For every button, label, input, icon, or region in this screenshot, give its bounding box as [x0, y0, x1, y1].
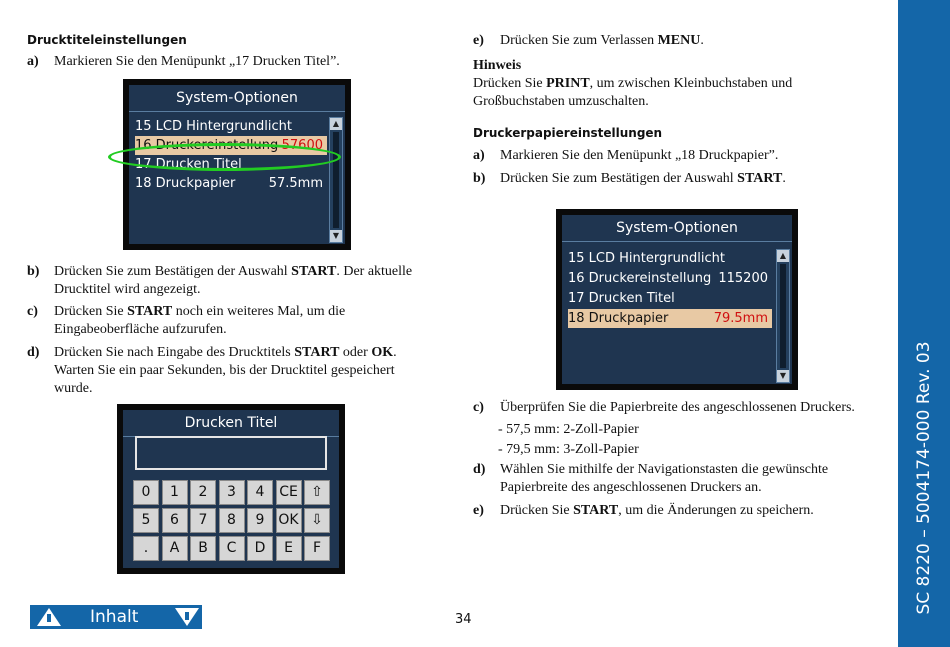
print-title-keypad-screen: [117, 404, 345, 574]
key-18[interactable]: D: [247, 536, 273, 561]
step-c-right: c) Überprüfen Sie die Papierbreite des angeschlossenen Druckers.: [473, 400, 855, 415]
key-6[interactable]: ⇧: [304, 480, 330, 505]
menu-row-16: 16 Druckereinstellung 57600: [135, 136, 327, 155]
step-a-right: a) Markieren Sie den Menüpunkt „18 Druckpapier”.: [473, 148, 779, 163]
keypad-title: Drucken Titel: [123, 410, 339, 437]
hint-title: Hinweis: [473, 58, 522, 73]
step-b-left: b) Drücken Sie zum Bestätigen der Auswahl START. Der aktuelle Drucktitel wird angezeigt.: [27, 264, 413, 297]
menu-row-18: 18 Druckpapier 79.5mm: [568, 309, 772, 328]
step-b-right: b) Drücken Sie zum Bestätigen der Auswahl START.: [473, 171, 786, 186]
scrollbar: [776, 249, 790, 383]
step-text: Markieren Sie den Menüpunkt „17 Drucken Titel”.: [54, 54, 340, 69]
key-7[interactable]: 5: [133, 508, 159, 533]
key-5[interactable]: CE: [276, 480, 302, 505]
paper-bullet-1: - 57,5 mm: 2-Zoll-Papier: [498, 422, 639, 437]
up-arrow-icon[interactable]: [36, 607, 62, 627]
scroll-down-icon: ▼: [777, 370, 789, 382]
key-17[interactable]: C: [219, 536, 245, 561]
hint-block: Hinweis Drücken Sie PRINT, um zwischen Kleinbuchstaben und Großbuchstaben umzuschalten.: [473, 57, 893, 111]
menu-row-17: 17 Drucken Titel: [568, 291, 675, 306]
screen-title: System-Optionen: [562, 215, 792, 242]
section-heading-paper: Druckerpapiereinstellungen: [473, 126, 663, 140]
key-2[interactable]: 2: [190, 480, 216, 505]
key-16[interactable]: B: [190, 536, 216, 561]
key-4[interactable]: 4: [247, 480, 273, 505]
contents-link[interactable]: Inhalt: [90, 607, 139, 627]
key-8[interactable]: 6: [162, 508, 188, 533]
title-input[interactable]: [135, 436, 327, 470]
step-label: a): [27, 54, 39, 69]
section-heading-print-title: Drucktiteleinstellungen: [27, 33, 187, 47]
menu-row-16: 16 Druckereinstellung 115200: [568, 271, 768, 286]
step-a-left: [27, 53, 447, 71]
step-c-left: c) Drücken Sie START noch ein weiteres Mal, um die Eingabeoberfläche aufzurufen.: [27, 304, 346, 337]
scroll-down-icon: ▼: [330, 230, 342, 242]
key-14[interactable]: .: [133, 536, 159, 561]
key-13[interactable]: ⇩: [304, 508, 330, 533]
key-1[interactable]: 1: [162, 480, 188, 505]
document-id: SC 8220 – 5004174-000 Rev. 03: [914, 341, 934, 615]
menu-row-18: 18 Druckpapier 57.5mm: [135, 176, 323, 191]
key-19[interactable]: E: [276, 536, 302, 561]
step-d-right: d) Wählen Sie mithilfe der Navigationstasten die gewünschte Papierbreite des angeschlossenen Druckers an.: [473, 462, 829, 495]
menu-row-15: 15 LCD Hintergrundlicht: [135, 119, 293, 134]
scroll-up-icon: ▲: [777, 250, 789, 262]
key-11[interactable]: 9: [247, 508, 273, 533]
system-options-screen-2: [556, 209, 798, 390]
key-0[interactable]: 0: [133, 480, 159, 505]
document-sidebar: [898, 0, 950, 647]
key-15[interactable]: A: [162, 536, 188, 561]
contents-nav-bar: [30, 605, 202, 629]
page-number: 34: [455, 612, 472, 627]
screen-title: System-Optionen: [129, 85, 345, 112]
step-e-right: e) Drücken Sie START, um die Änderungen zu speichern.: [473, 503, 814, 518]
paper-bullet-2: - 79,5 mm: 3-Zoll-Papier: [498, 442, 639, 457]
step-e-right-top: e) Drücken Sie zum Verlassen MENU.: [473, 33, 704, 48]
menu-row-15: 15 LCD Hintergrundlicht: [568, 251, 726, 266]
key-9[interactable]: 7: [190, 508, 216, 533]
scroll-up-icon: ▲: [330, 118, 342, 130]
menu-row-17: 17 Drucken Titel: [135, 157, 242, 172]
key-20[interactable]: F: [304, 536, 330, 561]
key-3[interactable]: 3: [219, 480, 245, 505]
step-d-left: d) Drücken Sie nach Eingabe des Drucktitels START oder OK. Warten Sie ein paar Sekunden, bis der Drucktitel gespeichert wurde.: [27, 345, 397, 396]
scrollbar: [329, 117, 343, 243]
highlight-ellipse: [108, 143, 341, 171]
down-arrow-icon[interactable]: [174, 607, 200, 627]
key-12[interactable]: OK: [276, 508, 302, 533]
key-10[interactable]: 8: [219, 508, 245, 533]
